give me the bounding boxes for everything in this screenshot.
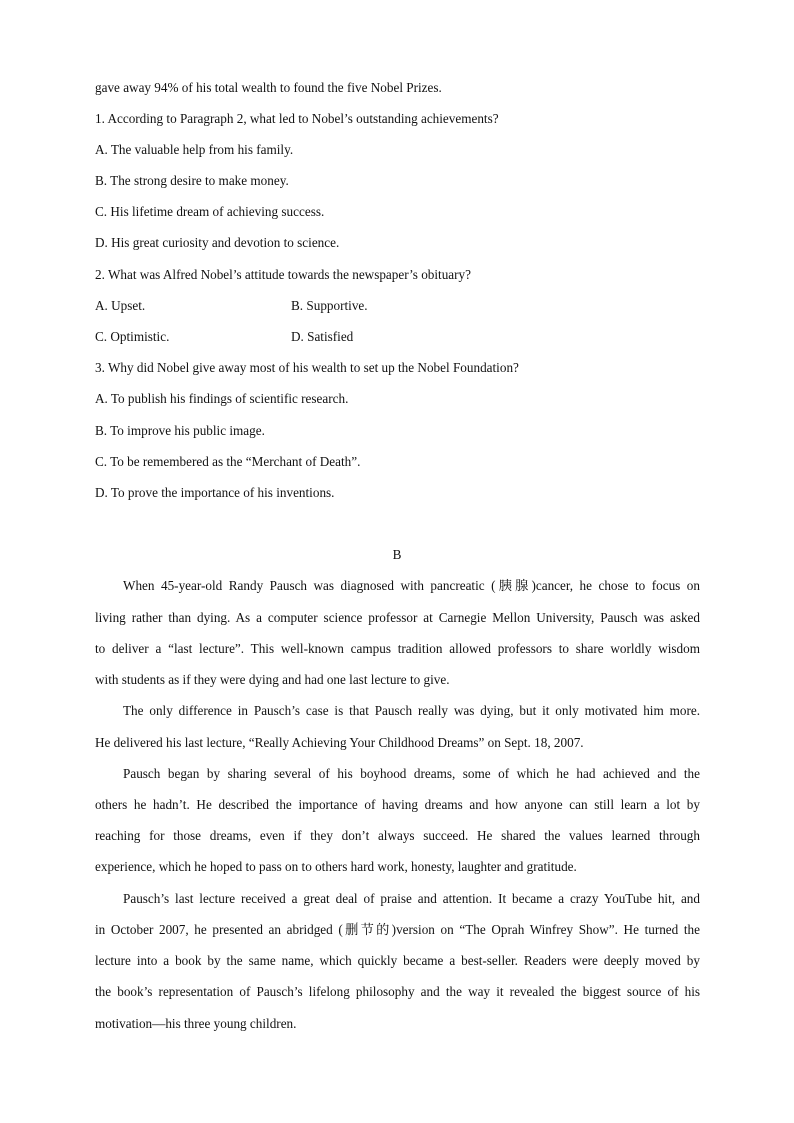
question-3-stem: 3. Why did Nobel give away most of his wealth to set up the Nobel Foundation? (95, 360, 519, 375)
section-b-heading: B (392, 547, 402, 562)
passage-line: the book’s representation of Pausch’s lifelong philosophy and the way it revealed the biggest source of his (95, 984, 700, 999)
question-2-option-a: A. Upset. (95, 298, 146, 313)
passage-line: with students as if they were dying and had one last lecture to give. (95, 672, 450, 687)
passage-line: reaching for those dreams, even if they don’t always succeed. He shared the values learned through (95, 828, 700, 843)
question-3-option-b: B. To improve his public image. (95, 423, 265, 438)
question-1-option-a: A. The valuable help from his family. (95, 142, 294, 157)
passage-line: motivation—his three young children. (95, 1016, 297, 1031)
passage-line: He delivered his last lecture, “Really Achieving Your Childhood Dreams” on Sept. 18, 2007. (95, 735, 584, 750)
question-2-stem: 2. What was Alfred Nobel’s attitude towards the newspaper’s obituary? (95, 267, 471, 282)
question-3-option-c: C. To be remembered as the “Merchant of Death”. (95, 454, 361, 469)
passage-line: The only difference in Pausch’s case is that Pausch really was dying, but it only motivated him more. (123, 703, 700, 718)
question-1-option-b: B. The strong desire to make money. (95, 173, 289, 188)
passage-line: in October 2007, he presented an abridged (删节的)version on “The Oprah Winfrey Show”. He turned the (95, 922, 700, 937)
question-1-option-d: D. His great curiosity and devotion to science. (95, 235, 340, 250)
question-2-options-row-1 (95, 296, 700, 316)
intro-tail-line: gave away 94% of his total wealth to found the five Nobel Prizes. (95, 80, 442, 95)
question-3-option-d: D. To prove the importance of his inventions. (95, 485, 335, 500)
passage-line: others he hadn’t. He described the importance of having dreams and how anyone can still learn a lot by (95, 797, 700, 812)
question-3-option-a: A. To publish his findings of scientific research. (95, 391, 349, 406)
question-2-option-d: D. Satisfied (291, 329, 354, 344)
passage-line: Pausch began by sharing several of his boyhood dreams, some of which he had achieved and the (123, 766, 700, 781)
question-1-option-c: C. His lifetime dream of achieving success. (95, 204, 325, 219)
passage-line: Pausch’s last lecture received a great deal of praise and attention. It became a crazy YouTube hit, and (123, 891, 700, 906)
passage-line: living rather than dying. As a computer science professor at Carnegie Mellon University, Pausch was asked (95, 610, 700, 625)
question-2-options-row-2 (95, 327, 700, 347)
passage-line: to deliver a “last lecture”. This well-known campus tradition allowed professors to share worldly wisdom (95, 641, 700, 656)
question-1-stem: 1. According to Paragraph 2, what led to Nobel’s outstanding achievements? (95, 111, 499, 126)
passage-line: When 45-year-old Randy Pausch was diagnosed with pancreatic (胰腺)cancer, he chose to focus on (123, 578, 700, 593)
question-2-option-b: B. Supportive. (291, 298, 368, 313)
passage-line: experience, which he hoped to pass on to others hard work, honesty, laughter and gratitude. (95, 859, 577, 874)
passage-line: lecture into a book by the same name, which quickly became a best-seller. Readers were deeply moved by (95, 953, 700, 968)
question-2-option-c: C. Optimistic. (95, 329, 170, 344)
